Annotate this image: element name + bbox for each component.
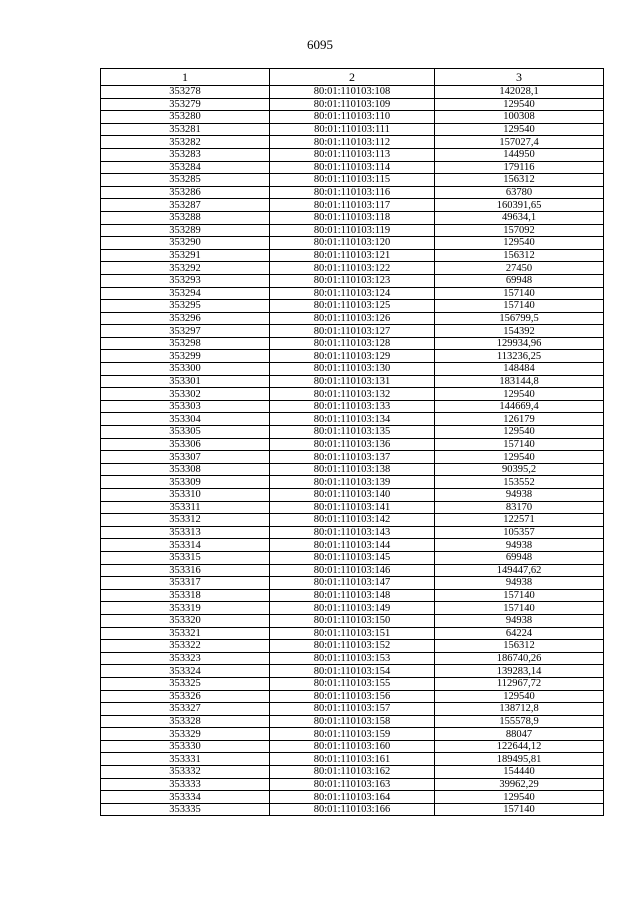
table-row	[101, 539, 604, 552]
table-row	[101, 677, 604, 690]
value-cell: 105357	[435, 526, 604, 539]
table-row	[101, 489, 604, 502]
cadastral-number-cell: 80:01:110103:132	[270, 388, 435, 401]
value-cell: 156312	[435, 640, 604, 653]
row-number-cell: 353323	[101, 652, 270, 665]
table-row	[101, 426, 604, 439]
cadastral-number-cell: 80:01:110103:109	[270, 98, 435, 111]
table-row	[101, 161, 604, 174]
table-row	[101, 614, 604, 627]
table-row	[101, 174, 604, 187]
row-number-cell: 353307	[101, 451, 270, 464]
table-row	[101, 627, 604, 640]
value-cell: 129540	[435, 388, 604, 401]
value-cell: 129934,96	[435, 337, 604, 350]
table-row	[101, 400, 604, 413]
row-number-cell: 353303	[101, 400, 270, 413]
row-number-cell: 353330	[101, 740, 270, 753]
row-number-cell: 353312	[101, 514, 270, 527]
column-header-1: 1	[101, 69, 270, 86]
value-cell: 157092	[435, 224, 604, 237]
cadastral-number-cell: 80:01:110103:125	[270, 300, 435, 313]
table-row	[101, 753, 604, 766]
table-row	[101, 640, 604, 653]
value-cell: 94938	[435, 489, 604, 502]
row-number-cell: 353326	[101, 690, 270, 703]
row-number-cell: 353315	[101, 551, 270, 564]
table-row	[101, 438, 604, 451]
table-row	[101, 577, 604, 590]
cadastral-number-cell: 80:01:110103:114	[270, 161, 435, 174]
cadastral-number-cell: 80:01:110103:108	[270, 86, 435, 99]
table-row	[101, 199, 604, 212]
cadastral-number-cell: 80:01:110103:151	[270, 627, 435, 640]
table-row	[101, 690, 604, 703]
row-number-cell: 353310	[101, 489, 270, 502]
value-cell: 139283,14	[435, 665, 604, 678]
row-number-cell: 353321	[101, 627, 270, 640]
value-cell: 129540	[435, 426, 604, 439]
value-cell: 157027,4	[435, 136, 604, 149]
cadastral-number-cell: 80:01:110103:139	[270, 476, 435, 489]
row-number-cell: 353320	[101, 614, 270, 627]
row-number-cell: 353328	[101, 715, 270, 728]
row-number-cell: 353318	[101, 589, 270, 602]
cadastral-number-cell: 80:01:110103:163	[270, 778, 435, 791]
value-cell: 153552	[435, 476, 604, 489]
row-number-cell: 353293	[101, 274, 270, 287]
cadastral-number-cell: 80:01:110103:113	[270, 148, 435, 161]
cadastral-number-cell: 80:01:110103:138	[270, 463, 435, 476]
value-cell: 129540	[435, 237, 604, 250]
row-number-cell: 353288	[101, 211, 270, 224]
cadastral-number-cell: 80:01:110103:111	[270, 123, 435, 136]
row-number-cell: 353295	[101, 300, 270, 313]
row-number-cell: 353334	[101, 791, 270, 804]
cadastral-number-cell: 80:01:110103:142	[270, 514, 435, 527]
value-cell: 90395,2	[435, 463, 604, 476]
row-number-cell: 353299	[101, 350, 270, 363]
cadastral-number-cell: 80:01:110103:141	[270, 501, 435, 514]
table-row	[101, 740, 604, 753]
table-row	[101, 274, 604, 287]
cadastral-number-cell: 80:01:110103:135	[270, 426, 435, 439]
cadastral-number-cell: 80:01:110103:144	[270, 539, 435, 552]
row-number-cell: 353335	[101, 803, 270, 816]
value-cell: 138712,8	[435, 703, 604, 716]
cadastral-number-cell: 80:01:110103:137	[270, 451, 435, 464]
cadastral-number-cell: 80:01:110103:119	[270, 224, 435, 237]
row-number-cell: 353327	[101, 703, 270, 716]
row-number-cell: 353283	[101, 148, 270, 161]
cadastral-number-cell: 80:01:110103:164	[270, 791, 435, 804]
table-row	[101, 803, 604, 816]
cadastral-number-cell: 80:01:110103:136	[270, 438, 435, 451]
cadastral-number-cell: 80:01:110103:146	[270, 564, 435, 577]
table-row	[101, 237, 604, 250]
row-number-cell: 353301	[101, 375, 270, 388]
cadastral-number-cell: 80:01:110103:152	[270, 640, 435, 653]
value-cell: 69948	[435, 551, 604, 564]
table-row	[101, 337, 604, 350]
value-cell: 142028,1	[435, 86, 604, 99]
value-cell: 39962,29	[435, 778, 604, 791]
value-cell: 122571	[435, 514, 604, 527]
value-cell: 157140	[435, 300, 604, 313]
table-row	[101, 388, 604, 401]
value-cell: 63780	[435, 186, 604, 199]
row-number-cell: 353280	[101, 111, 270, 124]
table-row	[101, 791, 604, 804]
table-row	[101, 363, 604, 376]
row-number-cell: 353333	[101, 778, 270, 791]
cadastral-number-cell: 80:01:110103:123	[270, 274, 435, 287]
cadastral-number-cell: 80:01:110103:150	[270, 614, 435, 627]
row-number-cell: 353324	[101, 665, 270, 678]
row-number-cell: 353305	[101, 426, 270, 439]
row-number-cell: 353296	[101, 312, 270, 325]
row-number-cell: 353313	[101, 526, 270, 539]
table-row	[101, 451, 604, 464]
table-row	[101, 136, 604, 149]
cadastral-number-cell: 80:01:110103:110	[270, 111, 435, 124]
cadastral-number-cell: 80:01:110103:153	[270, 652, 435, 665]
value-cell: 27450	[435, 262, 604, 275]
cadastral-number-cell: 80:01:110103:161	[270, 753, 435, 766]
table-row	[101, 501, 604, 514]
row-number-cell: 353298	[101, 337, 270, 350]
table-row	[101, 249, 604, 262]
cadastral-number-cell: 80:01:110103:118	[270, 211, 435, 224]
cadastral-number-cell: 80:01:110103:130	[270, 363, 435, 376]
cadastral-number-cell: 80:01:110103:140	[270, 489, 435, 502]
cadastral-number-cell: 80:01:110103:154	[270, 665, 435, 678]
cadastral-number-cell: 80:01:110103:162	[270, 766, 435, 779]
row-number-cell: 353332	[101, 766, 270, 779]
row-number-cell: 353281	[101, 123, 270, 136]
cadastral-number-cell: 80:01:110103:134	[270, 413, 435, 426]
value-cell: 189495,81	[435, 753, 604, 766]
value-cell: 183144,8	[435, 375, 604, 388]
value-cell: 156312	[435, 249, 604, 262]
table-row	[101, 186, 604, 199]
cadastral-number-cell: 80:01:110103:124	[270, 287, 435, 300]
header-row	[101, 69, 604, 86]
row-number-cell: 353314	[101, 539, 270, 552]
value-cell: 157140	[435, 803, 604, 816]
cadastral-number-cell: 80:01:110103:117	[270, 199, 435, 212]
table-row	[101, 211, 604, 224]
table-row	[101, 526, 604, 539]
value-cell: 83170	[435, 501, 604, 514]
table-row	[101, 564, 604, 577]
row-number-cell: 353294	[101, 287, 270, 300]
row-number-cell: 353282	[101, 136, 270, 149]
column-header-3: 3	[435, 69, 604, 86]
value-cell: 154440	[435, 766, 604, 779]
row-number-cell: 353292	[101, 262, 270, 275]
table-row	[101, 148, 604, 161]
value-cell: 129540	[435, 690, 604, 703]
value-cell: 129540	[435, 123, 604, 136]
row-number-cell: 353302	[101, 388, 270, 401]
row-number-cell: 353319	[101, 602, 270, 615]
value-cell: 69948	[435, 274, 604, 287]
row-number-cell: 353329	[101, 728, 270, 741]
value-cell: 94938	[435, 614, 604, 627]
value-cell: 113236,25	[435, 350, 604, 363]
column-header-2: 2	[270, 69, 435, 86]
row-number-cell: 353286	[101, 186, 270, 199]
cadastral-number-cell: 80:01:110103:126	[270, 312, 435, 325]
cadastral-number-cell: 80:01:110103:143	[270, 526, 435, 539]
value-cell: 157140	[435, 438, 604, 451]
row-number-cell: 353322	[101, 640, 270, 653]
row-number-cell: 353316	[101, 564, 270, 577]
row-number-cell: 353291	[101, 249, 270, 262]
page-number: 6095	[307, 37, 333, 52]
cadastral-number-cell: 80:01:110103:127	[270, 325, 435, 338]
table-row	[101, 224, 604, 237]
row-number-cell: 353278	[101, 86, 270, 99]
value-cell: 49634,1	[435, 211, 604, 224]
value-cell: 129540	[435, 98, 604, 111]
cadastral-number-cell: 80:01:110103:121	[270, 249, 435, 262]
cadastral-number-cell: 80:01:110103:148	[270, 589, 435, 602]
value-cell: 112967,72	[435, 677, 604, 690]
cadastral-number-cell: 80:01:110103:112	[270, 136, 435, 149]
table-row	[101, 703, 604, 716]
table-row	[101, 413, 604, 426]
cadastral-number-cell: 80:01:110103:115	[270, 174, 435, 187]
row-number-cell: 353331	[101, 753, 270, 766]
value-cell: 100308	[435, 111, 604, 124]
value-cell: 154392	[435, 325, 604, 338]
cadastral-number-cell: 80:01:110103:149	[270, 602, 435, 615]
value-cell: 157140	[435, 589, 604, 602]
table-row	[101, 652, 604, 665]
row-number-cell: 353289	[101, 224, 270, 237]
value-cell: 155578,9	[435, 715, 604, 728]
table-row	[101, 602, 604, 615]
cadastral-number-cell: 80:01:110103:158	[270, 715, 435, 728]
row-number-cell: 353308	[101, 463, 270, 476]
value-cell: 156799,5	[435, 312, 604, 325]
table-row	[101, 589, 604, 602]
row-number-cell: 353300	[101, 363, 270, 376]
row-number-cell: 353317	[101, 577, 270, 590]
value-cell: 144950	[435, 148, 604, 161]
table-header	[101, 69, 604, 86]
value-cell: 160391,65	[435, 199, 604, 212]
row-number-cell: 353287	[101, 199, 270, 212]
value-cell: 186740,26	[435, 652, 604, 665]
value-cell: 122644,12	[435, 740, 604, 753]
cadastral-number-cell: 80:01:110103:147	[270, 577, 435, 590]
value-cell: 179116	[435, 161, 604, 174]
row-number-cell: 353279	[101, 98, 270, 111]
table-row	[101, 98, 604, 111]
value-cell: 144669,4	[435, 400, 604, 413]
row-number-cell: 353290	[101, 237, 270, 250]
row-number-cell: 353311	[101, 501, 270, 514]
value-cell: 149447,62	[435, 564, 604, 577]
table-body	[101, 86, 604, 816]
row-number-cell: 353309	[101, 476, 270, 489]
cadastral-number-cell: 80:01:110103:116	[270, 186, 435, 199]
cadastral-number-cell: 80:01:110103:159	[270, 728, 435, 741]
cadastral-number-cell: 80:01:110103:133	[270, 400, 435, 413]
registry-table	[100, 68, 604, 816]
cadastral-number-cell: 80:01:110103:160	[270, 740, 435, 753]
row-number-cell: 353297	[101, 325, 270, 338]
row-number-cell: 353285	[101, 174, 270, 187]
cadastral-number-cell: 80:01:110103:122	[270, 262, 435, 275]
row-number-cell: 353325	[101, 677, 270, 690]
table-row	[101, 86, 604, 99]
value-cell: 129540	[435, 451, 604, 464]
cadastral-number-cell: 80:01:110103:156	[270, 690, 435, 703]
value-cell: 156312	[435, 174, 604, 187]
value-cell: 88047	[435, 728, 604, 741]
table-row	[101, 375, 604, 388]
cadastral-number-cell: 80:01:110103:155	[270, 677, 435, 690]
value-cell: 94938	[435, 539, 604, 552]
value-cell: 129540	[435, 791, 604, 804]
table-row	[101, 476, 604, 489]
value-cell: 157140	[435, 287, 604, 300]
table-row	[101, 728, 604, 741]
cadastral-number-cell: 80:01:110103:166	[270, 803, 435, 816]
table-row	[101, 778, 604, 791]
row-number-cell: 353306	[101, 438, 270, 451]
table-row	[101, 551, 604, 564]
table-row	[101, 665, 604, 678]
table-row	[101, 312, 604, 325]
table-row	[101, 766, 604, 779]
table-row	[101, 514, 604, 527]
table-row	[101, 300, 604, 313]
cadastral-number-cell: 80:01:110103:128	[270, 337, 435, 350]
cadastral-number-cell: 80:01:110103:145	[270, 551, 435, 564]
value-cell: 94938	[435, 577, 604, 590]
table-row	[101, 350, 604, 363]
cadastral-number-cell: 80:01:110103:131	[270, 375, 435, 388]
value-cell: 148484	[435, 363, 604, 376]
value-cell: 126179	[435, 413, 604, 426]
table-row	[101, 715, 604, 728]
value-cell: 64224	[435, 627, 604, 640]
table-row	[101, 123, 604, 136]
cadastral-number-cell: 80:01:110103:129	[270, 350, 435, 363]
cadastral-number-cell: 80:01:110103:120	[270, 237, 435, 250]
table-row	[101, 287, 604, 300]
table-row	[101, 325, 604, 338]
cadastral-number-cell: 80:01:110103:157	[270, 703, 435, 716]
value-cell: 157140	[435, 602, 604, 615]
table-row	[101, 111, 604, 124]
table-row	[101, 262, 604, 275]
row-number-cell: 353284	[101, 161, 270, 174]
row-number-cell: 353304	[101, 413, 270, 426]
table-row	[101, 463, 604, 476]
